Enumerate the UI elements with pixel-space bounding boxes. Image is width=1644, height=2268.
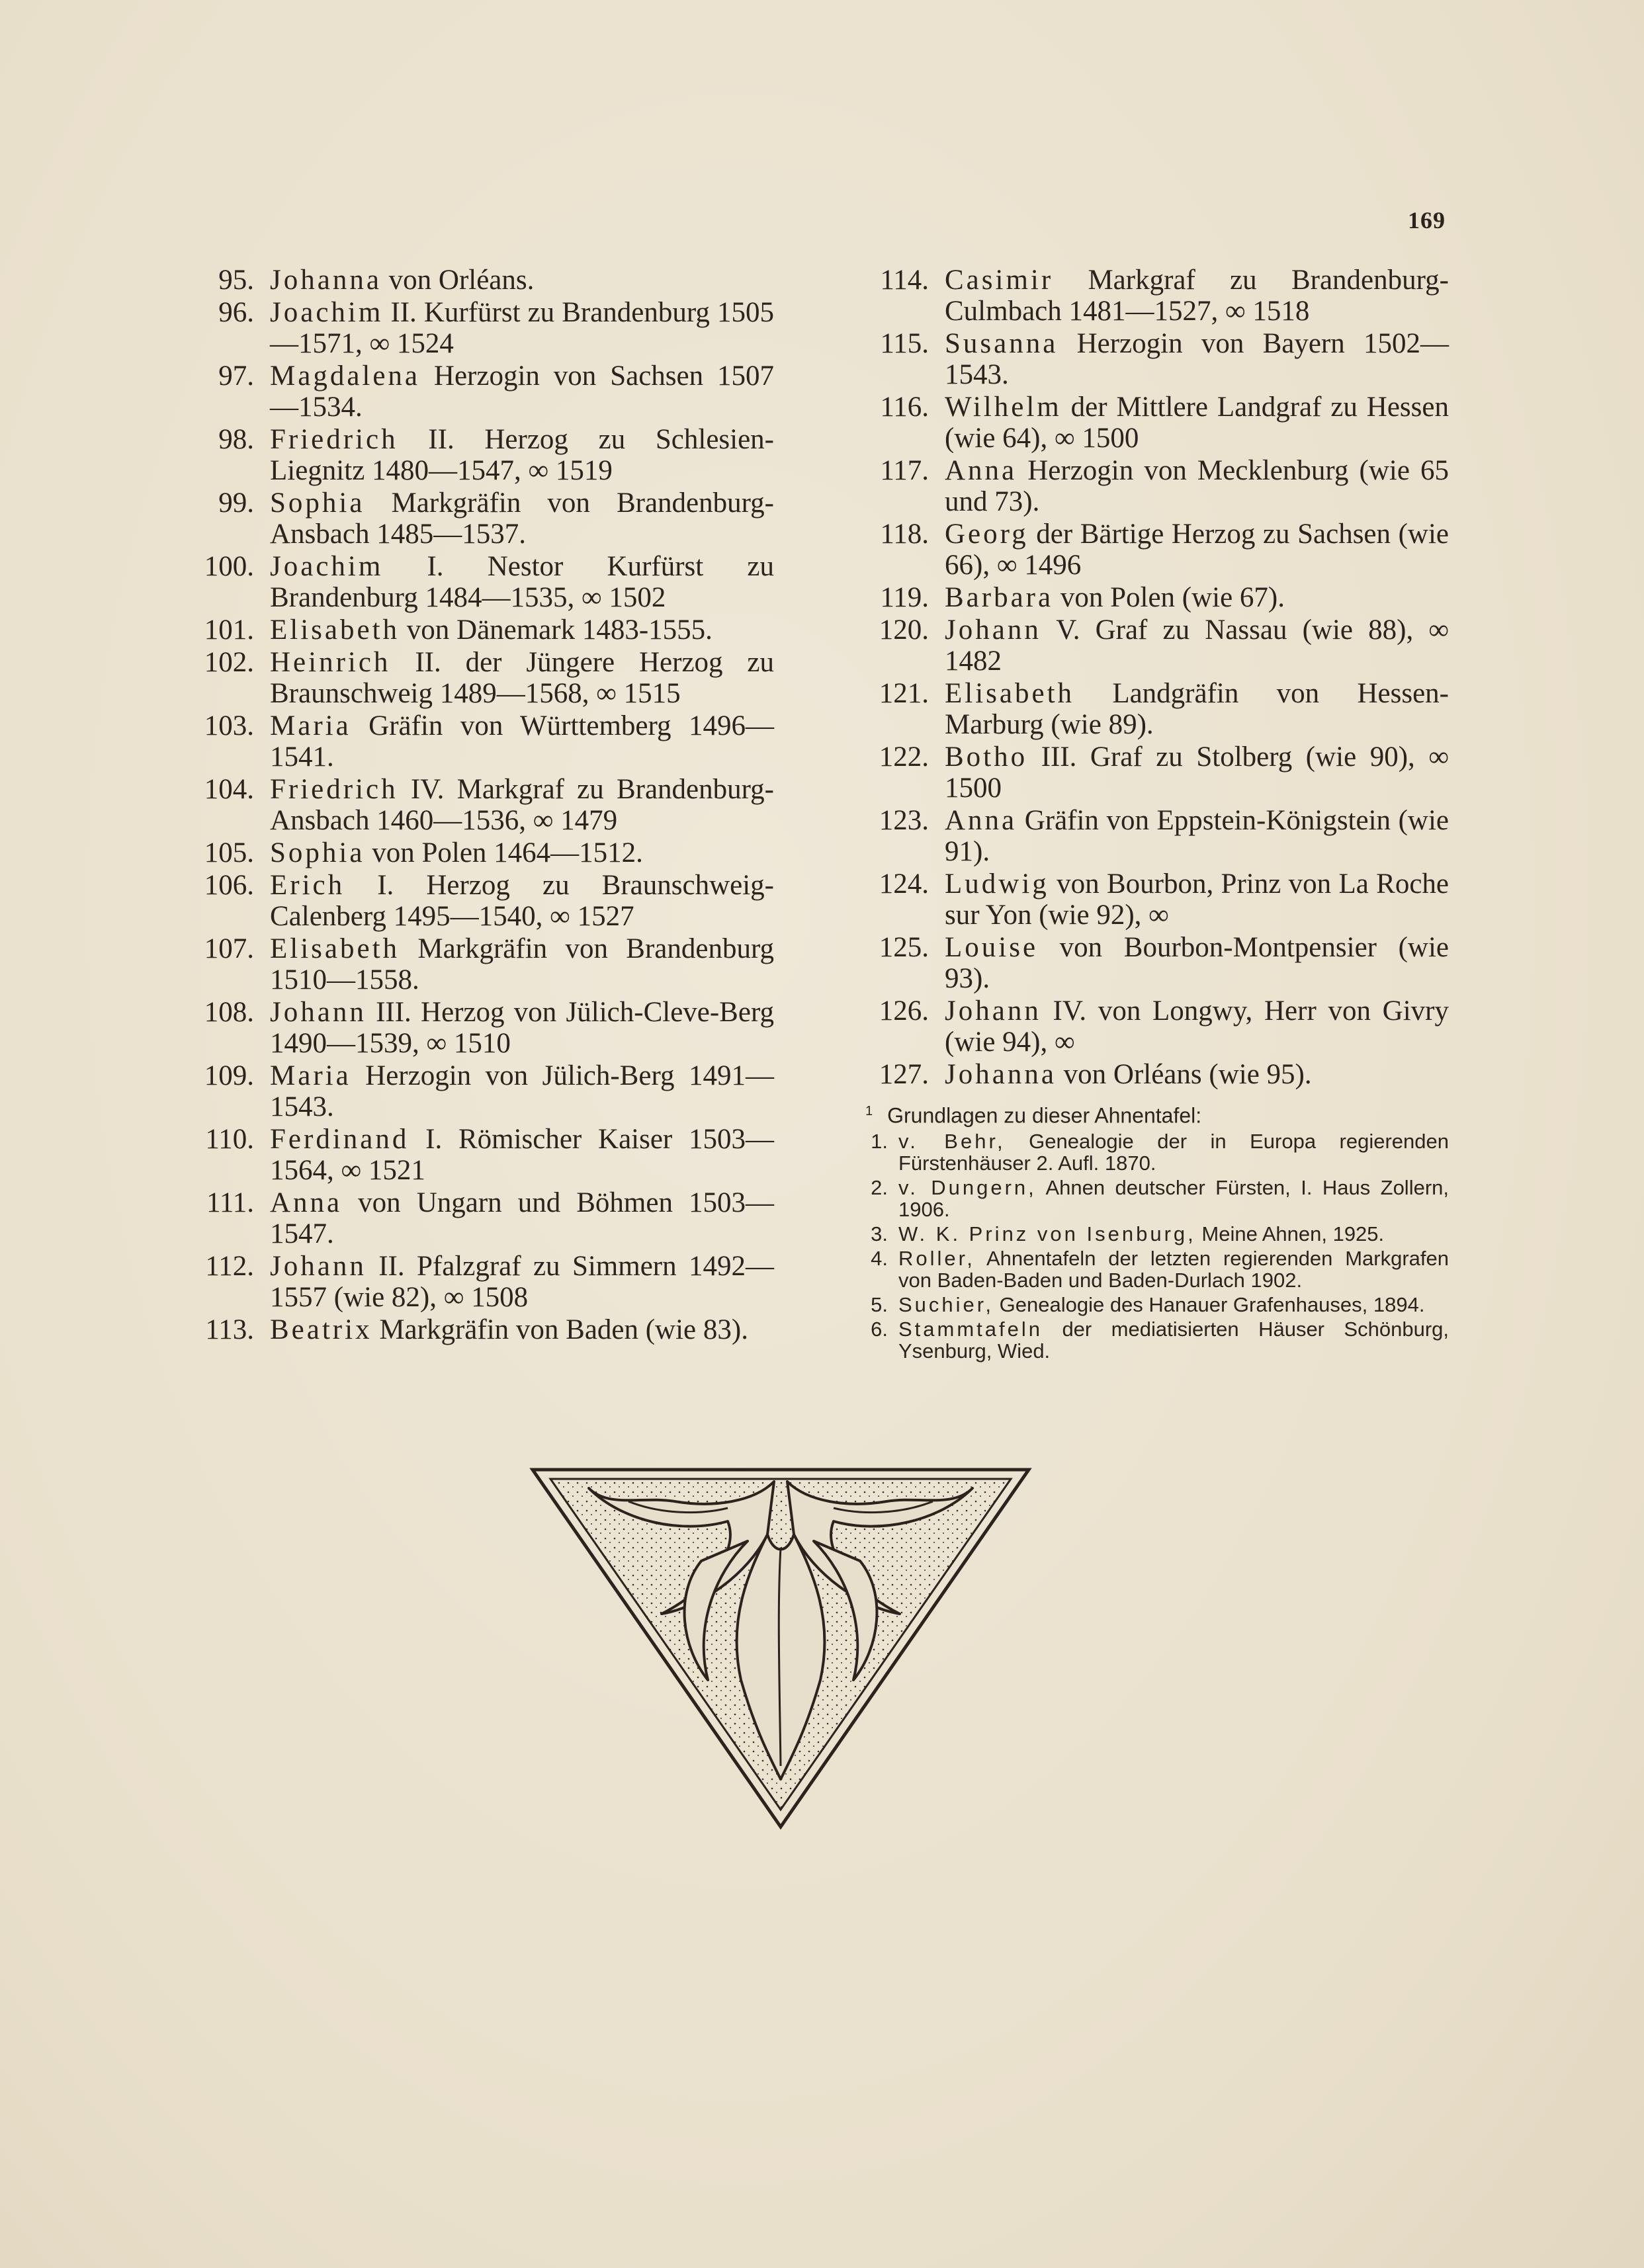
ancestor-entry xyxy=(860,805,1449,867)
entry-number: 121. xyxy=(879,678,929,709)
entry-details: Gräfin von Württemberg 1496—1541. xyxy=(270,710,774,773)
right-entries xyxy=(860,265,1449,1090)
entry-number: 117. xyxy=(880,455,929,486)
entry-name: Beatrix xyxy=(270,1314,372,1345)
entry-details: Markgraf zu Brandenburg-Culmbach 1481—1527, ∞ 1518 xyxy=(945,265,1449,327)
entry-text xyxy=(945,614,1449,677)
entry-name: Joachim xyxy=(270,551,384,582)
footnote-text xyxy=(898,1318,1449,1362)
footnote-details: Meine Ahnen, 1925. xyxy=(1195,1222,1385,1245)
footnote-item xyxy=(860,1223,1449,1245)
entry-name: Georg xyxy=(945,519,1029,550)
entry-name: Susanna xyxy=(945,328,1059,359)
entry-details: Herzogin von Jülich-Berg 1491—1543. xyxy=(270,1060,774,1122)
entry-details: I. Herzog zu Braunschweig-Calenberg 1495—1540, ∞ 1527 xyxy=(270,870,774,932)
entry-number: 105. xyxy=(204,837,254,868)
footnote-item xyxy=(860,1318,1449,1362)
entry-number: 126. xyxy=(879,995,929,1027)
entry-name: Heinrich xyxy=(270,647,391,678)
entry-text xyxy=(945,805,1449,867)
entry-number: 125. xyxy=(879,932,929,963)
footnote-author: Suchier, xyxy=(898,1292,994,1316)
entry-name: Botho xyxy=(945,741,1028,773)
footnote-number: 6. xyxy=(871,1317,888,1341)
entry-text xyxy=(270,1060,774,1122)
entry-details: von Polen 1464—1512. xyxy=(365,837,643,868)
ancestor-entry xyxy=(860,265,1449,327)
footnote-details: Genealogie des Hanauer Grafenhauses, 1894. xyxy=(994,1292,1425,1316)
entry-number: 122. xyxy=(879,741,929,773)
ancestor-entry xyxy=(192,837,774,868)
entry-name: Louise xyxy=(945,932,1039,963)
entry-number: 112. xyxy=(205,1251,254,1282)
entry-details: Herzogin von Bayern 1502—1543. xyxy=(945,328,1449,390)
entry-details: von Bourbon-Montpensier (wie 93). xyxy=(945,932,1449,994)
footnote-number: 1. xyxy=(871,1129,888,1153)
ancestor-entry xyxy=(192,647,774,709)
triangle-ornament-icon xyxy=(529,1462,1032,1832)
entry-details: Markgräfin von Brandenburg 1510—1558. xyxy=(270,933,774,995)
entry-name: Ludwig xyxy=(945,868,1049,900)
footnote-details: Ahnen deutscher Fürsten, I. Haus Zollern, 1906. xyxy=(898,1175,1449,1221)
ancestor-entry xyxy=(860,614,1449,677)
ancestor-entry xyxy=(860,392,1449,454)
entry-details: Herzogin von Sachsen 1507—1534. xyxy=(270,360,774,423)
footnote-item xyxy=(860,1130,1449,1174)
ancestor-entry xyxy=(192,710,774,773)
entry-details: I. Römischer Kaiser 1503—1564, ∞ 1521 xyxy=(270,1124,774,1186)
entry-name: Johann xyxy=(945,995,1041,1027)
ancestor-entry xyxy=(860,868,1449,931)
entry-number: 102. xyxy=(204,647,254,678)
entry-text xyxy=(270,614,774,646)
entry-text xyxy=(945,265,1449,327)
entry-text xyxy=(945,455,1449,517)
entry-number: 127. xyxy=(879,1059,929,1090)
ancestor-entry xyxy=(192,933,774,995)
entry-name: Johann xyxy=(270,1251,367,1282)
entry-name: Friedrich xyxy=(270,774,398,805)
entry-number: 119. xyxy=(880,582,929,613)
page-number: 169 xyxy=(1408,207,1446,233)
entry-name: Johanna xyxy=(270,265,382,296)
entry-name: Anna xyxy=(945,455,1017,486)
footnote-item xyxy=(860,1177,1449,1220)
footnote-text xyxy=(898,1130,1449,1174)
entry-name: Johanna xyxy=(945,1059,1057,1090)
entry-name: Elisabeth xyxy=(270,614,400,646)
entry-number: 123. xyxy=(879,805,929,836)
entry-number: 113. xyxy=(205,1314,254,1345)
entry-details: von Orléans (wie 95). xyxy=(1056,1059,1312,1090)
entry-text xyxy=(945,868,1449,931)
ancestor-entry xyxy=(192,360,774,423)
entry-number: 101. xyxy=(204,614,254,646)
entry-number: 109. xyxy=(204,1060,254,1091)
entry-details: Markgräfin von Baden (wie 83). xyxy=(372,1314,748,1345)
entry-name: Elisabeth xyxy=(270,933,400,964)
footnote-item xyxy=(860,1294,1449,1316)
footnote-number: 2. xyxy=(871,1175,888,1199)
ancestor-entry xyxy=(192,1314,774,1345)
entry-number: 96. xyxy=(218,297,254,328)
entry-name: Anna xyxy=(945,805,1017,836)
entry-number: 99. xyxy=(218,487,254,519)
entry-details: Herzogin von Mecklenburg (wie 65 und 73). xyxy=(945,455,1449,517)
entry-name: Wilhelm xyxy=(945,392,1062,423)
left-column xyxy=(192,265,774,1347)
entry-number: 120. xyxy=(879,614,929,646)
entry-text xyxy=(945,582,1449,613)
ancestor-entry xyxy=(192,424,774,486)
ancestor-entry xyxy=(860,932,1449,994)
ancestor-entry xyxy=(192,1124,774,1186)
entry-number: 114. xyxy=(880,265,929,296)
entry-number: 100. xyxy=(204,551,254,582)
entry-text xyxy=(945,995,1449,1058)
ancestor-entry xyxy=(860,328,1449,390)
ancestor-entry xyxy=(192,265,774,296)
footnote-author: Stammtafeln xyxy=(898,1317,1043,1341)
ancestor-entry xyxy=(860,455,1449,517)
entry-text xyxy=(270,424,774,486)
ancestor-entry xyxy=(192,997,774,1059)
ancestor-entry xyxy=(860,995,1449,1058)
entry-text xyxy=(945,519,1449,581)
footnote-text xyxy=(898,1247,1449,1291)
ancestor-entry xyxy=(192,1060,774,1122)
ancestor-entry xyxy=(860,678,1449,740)
footnote-text xyxy=(898,1223,1449,1245)
entry-details: V. Graf zu Nassau (wie 88), ∞ 1482 xyxy=(945,614,1449,677)
ancestor-entry xyxy=(192,297,774,359)
entry-text xyxy=(270,265,774,296)
entry-number: 115. xyxy=(880,328,929,359)
entry-text xyxy=(270,710,774,773)
entry-name: Maria xyxy=(270,1060,351,1091)
entry-details: Landgräfin von Hessen-Marburg (wie 89). xyxy=(945,678,1449,740)
entry-text xyxy=(270,837,774,868)
entry-details: von Polen (wie 67). xyxy=(1053,582,1285,613)
entry-name: Johann xyxy=(945,614,1041,646)
entry-text xyxy=(945,932,1449,994)
entry-details: Gräfin von Eppstein-Königstein (wie 91). xyxy=(945,805,1449,867)
ancestor-entry xyxy=(192,870,774,932)
entry-number: 108. xyxy=(204,997,254,1028)
entry-number: 111. xyxy=(206,1187,254,1218)
entry-text xyxy=(945,741,1449,804)
entry-number: 124. xyxy=(879,868,929,900)
footnote-number: 5. xyxy=(871,1292,888,1316)
entry-number: 110. xyxy=(205,1124,254,1155)
entry-name: Elisabeth xyxy=(945,678,1075,709)
footnote-author: v. Behr, xyxy=(898,1129,1006,1153)
entry-name: Casimir xyxy=(945,265,1054,296)
entry-number: 106. xyxy=(204,870,254,901)
entry-details: von Orléans. xyxy=(381,265,535,296)
footnote-author: W. K. Prinz von Isenburg, xyxy=(898,1222,1196,1245)
entry-text xyxy=(270,647,774,709)
entry-text xyxy=(270,997,774,1059)
right-column xyxy=(860,265,1449,1362)
ancestor-entry xyxy=(192,1251,774,1313)
entry-name: Erich xyxy=(270,870,345,901)
ancestor-entry xyxy=(192,774,774,836)
entry-details: I. Nestor Kurfürst zu Brandenburg 1484—1535, ∞ 1502 xyxy=(270,551,774,613)
entry-details: von Ungarn und Böhmen 1503—1547. xyxy=(270,1187,774,1249)
entry-text xyxy=(945,1059,1449,1090)
entry-text xyxy=(945,392,1449,454)
footnote-author: Roller, xyxy=(898,1246,975,1270)
entry-details: III. Graf zu Stolberg (wie 90), ∞ 1500 xyxy=(945,741,1449,804)
footnote-heading xyxy=(860,1099,1449,1128)
entry-text xyxy=(270,360,774,423)
entry-name: Barbara xyxy=(945,582,1054,613)
ancestor-entry xyxy=(192,614,774,646)
entry-details: III. Herzog von Jülich-Cleve-Berg 1490—1539, ∞ 1510 xyxy=(270,997,774,1059)
entry-name: Maria xyxy=(270,710,351,741)
footnote-list xyxy=(860,1130,1449,1362)
footnote-details: der mediatisierten Häuser Schönburg, Ysenburg, Wied. xyxy=(898,1317,1449,1363)
entry-name: Anna xyxy=(270,1187,343,1218)
entry-name: Johann xyxy=(270,997,367,1028)
entry-details: der Bärtige Herzog zu Sachsen (wie 66), ∞ 1496 xyxy=(945,519,1449,581)
entry-details: Markgräfin von Brandenburg-Ansbach 1485—1537. xyxy=(270,487,774,550)
entry-details: IV. Markgraf zu Brandenburg-Ansbach 1460—1536, ∞ 1479 xyxy=(270,774,774,836)
entry-details: II. Herzog zu Schlesien-Liegnitz 1480—1547, ∞ 1519 xyxy=(270,424,774,486)
entry-details: von Bourbon, Prinz von La Roche sur Yon (wie 92), ∞ xyxy=(945,868,1449,931)
entry-name: Magdalena xyxy=(270,360,421,392)
entry-name: Ferdinand xyxy=(270,1124,410,1155)
footnote-details: Ahnentafeln der letzten regierenden Markgrafen von Baden-Baden und Baden-Durlach 1902. xyxy=(898,1246,1449,1292)
entry-details: IV. von Longwy, Herr von Givry (wie 94), ∞ xyxy=(945,995,1449,1058)
entry-number: 104. xyxy=(204,774,254,805)
ancestor-entry xyxy=(192,551,774,613)
entry-number: 98. xyxy=(218,424,254,455)
entry-details: II. der Jüngere Herzog zu Braunschweig 1489—1568, ∞ 1515 xyxy=(270,647,774,709)
entry-number: 107. xyxy=(204,933,254,964)
entry-text xyxy=(945,678,1449,740)
ancestor-entry xyxy=(192,1187,774,1249)
entry-text xyxy=(945,328,1449,390)
ancestor-entry xyxy=(860,582,1449,613)
entry-text xyxy=(270,487,774,550)
entry-name: Sophia xyxy=(270,837,365,868)
ancestor-entry xyxy=(860,519,1449,581)
footnote-text xyxy=(898,1294,1449,1316)
entry-text xyxy=(270,1124,774,1186)
entry-name: Sophia xyxy=(270,487,365,519)
ancestor-entry xyxy=(860,1059,1449,1090)
entry-text xyxy=(270,933,774,995)
footnote-details: Genealogie der in Europa regierenden Fürstenhäuser 2. Aufl. 1870. xyxy=(898,1129,1449,1175)
footnote-author: v. Dungern, xyxy=(898,1175,1037,1199)
footnote-number: 4. xyxy=(871,1246,888,1270)
entry-number: 118. xyxy=(880,519,929,550)
entry-name: Friedrich xyxy=(270,424,398,455)
entry-number: 95. xyxy=(218,265,254,296)
entry-number: 103. xyxy=(204,710,254,741)
entry-number: 97. xyxy=(218,360,254,392)
entry-details: II. Pfalzgraf zu Simmern 1492—1557 (wie 82), ∞ 1508 xyxy=(270,1251,774,1313)
entry-name: Joachim xyxy=(270,297,384,328)
footnote-number: 3. xyxy=(871,1222,888,1245)
entry-details: von Dänemark 1483-1555. xyxy=(400,614,713,646)
footnotes xyxy=(860,1099,1449,1362)
ancestor-entry xyxy=(192,487,774,550)
entry-details: der Mittlere Landgraf zu Hessen (wie 64), ∞ 1500 xyxy=(945,392,1449,454)
footnote-heading-text: Grundlagen zu dieser Ahnentafel: xyxy=(887,1103,1202,1128)
entry-text xyxy=(270,297,774,359)
footnote-item xyxy=(860,1247,1449,1291)
ancestor-entry xyxy=(860,741,1449,804)
entry-details: II. Kurfürst zu Brandenburg 1505—1571, ∞ 1524 xyxy=(270,297,774,359)
entry-text xyxy=(270,1314,774,1345)
footnote-text xyxy=(898,1177,1449,1220)
entry-text xyxy=(270,551,774,613)
entry-text xyxy=(270,870,774,932)
entry-text xyxy=(270,774,774,836)
footnote-marker: 1 xyxy=(865,1104,873,1118)
entry-text xyxy=(270,1187,774,1249)
entry-number: 116. xyxy=(880,392,929,423)
entry-text xyxy=(270,1251,774,1313)
